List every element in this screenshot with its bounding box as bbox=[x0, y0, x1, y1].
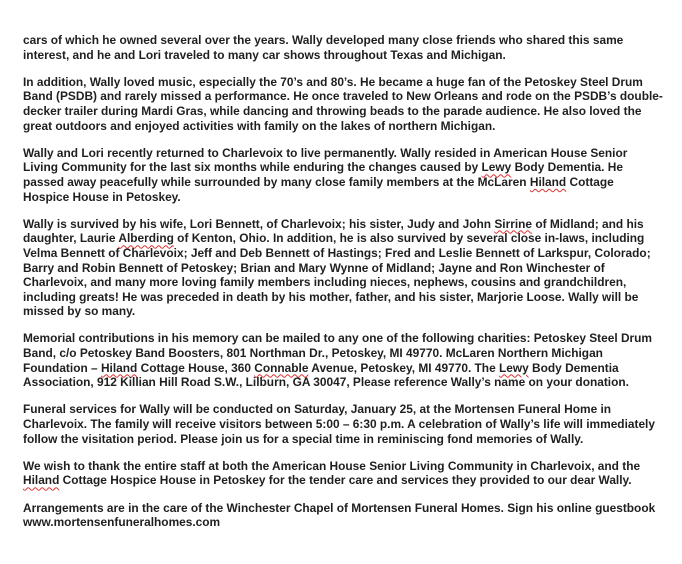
spelling-flag-word[interactable]: Lewy bbox=[481, 160, 512, 175]
spelling-flag-word[interactable]: Alberding bbox=[118, 231, 174, 246]
text-run: Body Dementia Association, 912 Killian Hill Road S.W., Lilburn, GA 30047, Please reference Wally’s name on your donation. bbox=[23, 360, 629, 390]
paragraph-memorial-contributions bbox=[23, 331, 663, 389]
text-run: We wish to thank the entire staff at both the American House Senior Living Community in Charlevoix, and the bbox=[23, 458, 641, 473]
paragraph-survived-by bbox=[23, 217, 663, 319]
spelling-flag-word[interactable]: Hiland bbox=[100, 360, 138, 375]
text-run: Wally and Lori recently returned to Charlevoix to live permanently. Wally resided in American House Senior Living Community for the last six months while enduring the changes caused by bbox=[23, 145, 628, 175]
spelling-flag-word[interactable]: Hiland bbox=[529, 174, 567, 189]
spelling-flag-word[interactable]: Connable bbox=[254, 360, 309, 375]
text-run: of Kenton, Ohio. In addition, he is also survived by several close in-laws, including Velma Bennett of Charlevoix; Jeff and Deb Bennett of Hastings; Fred and Leslie Bennett of Larkspur, Colorado; Barry and Robin Bennett of Petoskey; Brian and Mary Wynne of Midland; Jayne and Ron Winchester of Charlevoix, and many more loving family members including nieces, nephews, cousins and grandchildren, including greats! He was preceded in death by his mother, father, and his sister, Marjorie Loose. Wally will be missed by so many. bbox=[23, 231, 651, 319]
text-run: Cottage Hospice House in Petoskey for the tender care and services they provided to our dear Wally. bbox=[59, 473, 632, 488]
document-body bbox=[23, 33, 663, 542]
paragraph-funeral-services bbox=[23, 402, 663, 446]
text-run: cars of which he owned several over the years. Wally developed many close friends who shared this same interest, and he and Lori traveled to many car shows throughout Texas and Michigan. bbox=[23, 33, 624, 62]
spelling-flag-word[interactable]: Hiland bbox=[23, 473, 60, 488]
text-run: Cottage House, 360 bbox=[137, 360, 255, 375]
text-run: Avenue, Petoskey, MI 49770. The bbox=[308, 360, 499, 375]
spelling-flag-word[interactable]: Sirrine bbox=[494, 216, 533, 231]
paragraph-music bbox=[23, 75, 663, 133]
paragraph-return-to-charlevoix bbox=[23, 146, 663, 204]
text-run: Funeral services for Wally will be conducted on Saturday, January 25, at the Mortensen Funeral Home in Charlevoix. The family will receive visitors between 5:00 – 6:30 p.m. A celebration of Wally’s life will immediately follow the visitation period. Please join us for a special time in reminiscing fond memories of Wally. bbox=[23, 402, 655, 446]
paragraph-arrangements bbox=[23, 501, 663, 530]
text-run: Wally is survived by his wife, Lori Bennett, of Charlevoix; his sister, Judy and John bbox=[23, 216, 495, 231]
text-run: Cottage Hospice House in Petoskey. bbox=[23, 174, 614, 204]
text-run: of Midland; and his daughter, Laurie bbox=[23, 216, 644, 246]
text-run: Memorial contributions in his memory can be mailed to any one of the following charities: Petoskey Steel Drum Band, c/o Petoskey Band Boosters, 801 Northman Dr., Petoskey, MI 49770. McLaren Northern Michigan Foundation – bbox=[23, 331, 653, 375]
paragraph-thanks bbox=[23, 459, 663, 488]
spelling-flag-word[interactable]: Lewy bbox=[499, 360, 529, 375]
text-run: Arrangements are in the care of the Winchester Chapel of Mortensen Funeral Homes. Sign his online guestbook www.mortensenfuneralhomes.com bbox=[23, 500, 656, 530]
text-run: Body Dementia. He passed away peacefully while surrounded by many close family members at the McLaren bbox=[23, 160, 623, 189]
text-run: In addition, Wally loved music, especially the 70’s and 80’s. He became a huge fan of the Petoskey Steel Drum Band (PSDB) and rarely missed a performance. He once traveled to New Orleans and rode on the PSDB’s double-decker trailer during Mardi Gras, while dancing and throwing beads to the parade audience. He also loved the great outdoors and enjoyed activities with family on the lakes of northern Michigan. bbox=[23, 74, 663, 133]
paragraph-car-shows bbox=[23, 33, 663, 62]
